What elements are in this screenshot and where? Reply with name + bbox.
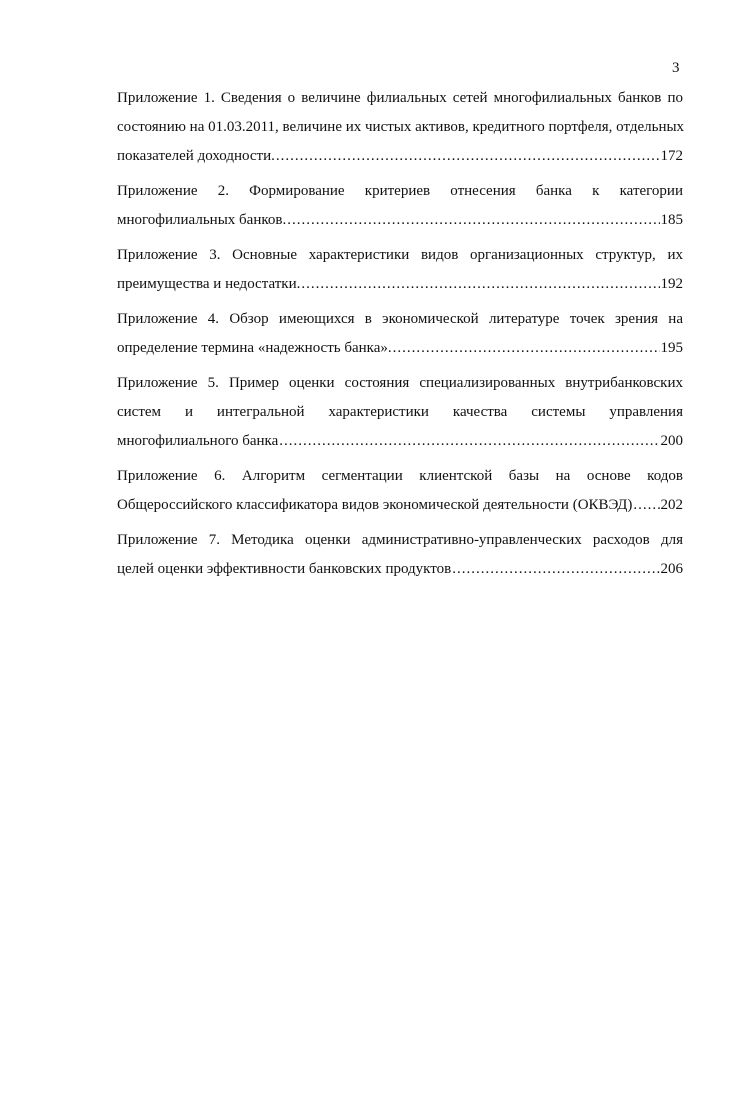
toc-page-number: 206 — [660, 561, 683, 577]
toc-entry-line: состоянию на 01.03.2011, величине их чистых активов, кредитного портфеля, отдельных — [117, 119, 685, 135]
toc-entry-line: Приложение 2. Формирование критериев отнесения банка к категории — [117, 183, 683, 199]
toc-page-number: 185 — [660, 212, 683, 228]
toc-entry-last-line — [117, 334, 683, 363]
dot-leader — [276, 142, 660, 171]
toc-entry-line: Приложение 3. Основные характеристики видов организационных структур, их — [117, 247, 683, 263]
toc-entry-last-line — [117, 427, 683, 456]
toc-entry-7 — [117, 526, 683, 584]
toc-entry-1 — [117, 84, 683, 171]
dot-leader — [287, 206, 659, 235]
toc-entry-2 — [117, 177, 683, 235]
toc-entry-last-line — [117, 270, 683, 299]
toc-entry-text: целей оценки эффективности банковских продуктов — [117, 561, 452, 577]
toc-entry-line: Приложение 7. Методика оценки административно-управленческих расходов для — [117, 532, 683, 548]
table-of-contents — [117, 84, 683, 590]
toc-entry-4 — [117, 305, 683, 363]
toc-page-number: 172 — [660, 148, 683, 164]
toc-entry-text: определение термина «надежность банка». — [117, 340, 392, 356]
toc-entry-line: систем и интегральной характеристики качества системы управления — [117, 404, 683, 420]
toc-entry-last-line — [117, 491, 683, 520]
toc-entry-text: многофилиальных банков. — [117, 212, 287, 228]
dot-leader — [301, 270, 659, 299]
toc-entry-last-line — [117, 206, 683, 235]
toc-entry-text: многофилиального банка — [117, 433, 279, 449]
toc-entry-6 — [117, 462, 683, 520]
page-number: 3 — [672, 60, 680, 76]
toc-entry-text: показателей доходности. — [117, 148, 275, 164]
toc-entry-line: Приложение 1. Сведения о величине филиальных сетей многофилиальных банков по — [117, 90, 683, 106]
dot-leader — [279, 427, 659, 456]
toc-entry-last-line — [117, 142, 683, 171]
toc-page-number: 200 — [660, 433, 683, 449]
dot-leader — [452, 555, 659, 584]
dot-leader — [633, 491, 659, 520]
toc-entry-line: Приложение 6. Алгоритм сегментации клиентской базы на основе кодов — [117, 468, 683, 484]
toc-page-number: 192 — [660, 276, 683, 292]
toc-page-number: 202 — [660, 497, 683, 513]
dot-leader — [393, 334, 660, 363]
toc-entry-text: преимущества и недостатки. — [117, 276, 301, 292]
toc-entry-line: Приложение 5. Пример оценки состояния специализированных внутрибанковских — [117, 375, 683, 391]
toc-entry-3 — [117, 241, 683, 299]
toc-entry-last-line — [117, 555, 683, 584]
toc-page-number: 195 — [660, 340, 683, 356]
toc-entry-5 — [117, 369, 683, 456]
toc-entry-line: Приложение 4. Обзор имеющихся в экономической литературе точек зрения на — [117, 311, 683, 327]
toc-entry-text: Общероссийского классификатора видов экономической деятельности (ОКВЭД) — [117, 497, 633, 513]
